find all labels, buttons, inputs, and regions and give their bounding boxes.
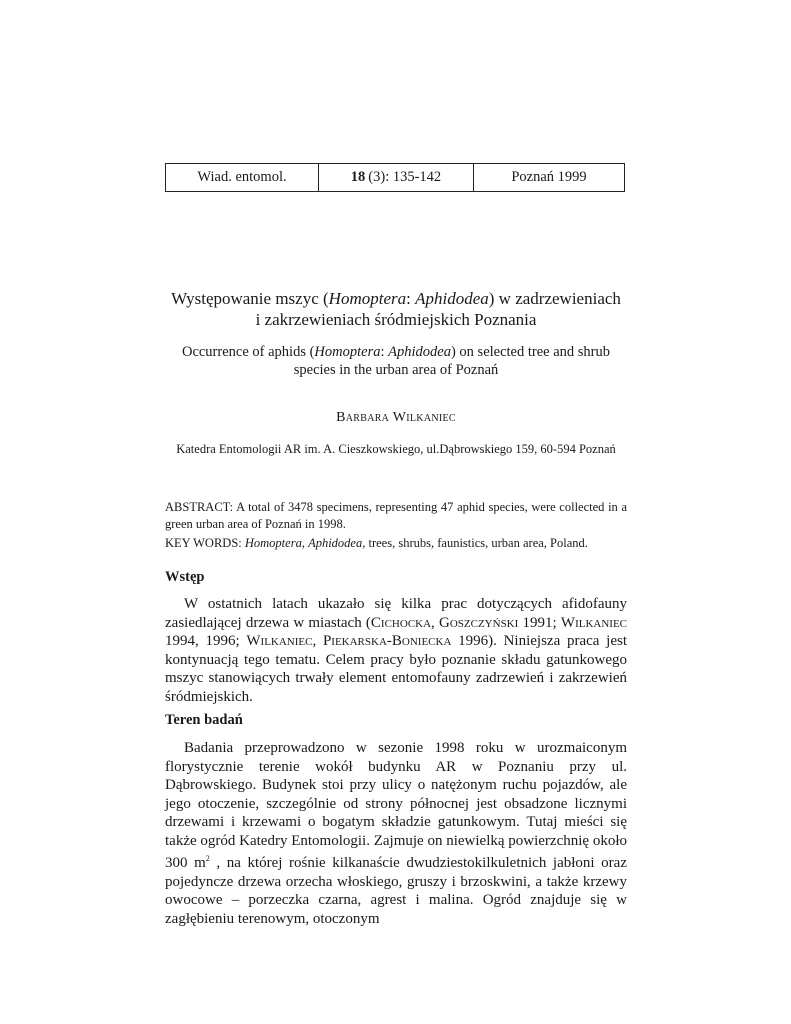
issue-pages: (3): 135-142: [368, 169, 442, 185]
para-text: W ostatnich latach ukazało się kilka prac dotyczących afidofauny zasiedlającej drzewa w miastach (: [165, 596, 627, 631]
title-pl-part: Występowanie mszyc (: [171, 289, 329, 308]
section-heading-intro: Wstęp: [165, 569, 205, 585]
keyword-italic: Homoptera: [244, 536, 302, 550]
author-name: Barbara Wilkaniec: [336, 410, 456, 425]
title-en-part: ) on selected tree and shrub: [450, 344, 611, 360]
place-year-text: Poznań 1999: [511, 169, 587, 185]
keyword-italic: Aphidodea: [308, 536, 363, 550]
title-en-part: :: [380, 344, 389, 360]
volume-number: 18: [350, 169, 366, 185]
place-year: [474, 164, 624, 191]
title-en-line2: species in the urban area of Poznań: [293, 362, 499, 378]
volume-issue: [319, 164, 474, 191]
author-citation: Wilkaniec, Piekarska-Boniecka: [246, 633, 452, 649]
para-text: 1996). Niniejsza praca jest kontynuacją tego tematu. Celem pracy było poznanie składu gatunkowego mszyc stanowiących trwały element entomofauny zadrzewień i zakrzewień śródmiejskich.: [165, 633, 627, 705]
title-en-italic: Homoptera: [314, 344, 381, 360]
title-en-part: Occurrence of aphids (: [181, 344, 315, 360]
keywords-rest: , trees, shrubs, faunistics, urban area, Poland.: [362, 536, 588, 550]
keyword-sep: ,: [301, 536, 309, 550]
para-text: , na której rośnie kilkanaście dwudziestokilkuletnich jabłoni oraz pojedyncze drzewa orzecha włoskiego, gruszy i brzoskwini, a także krzewy owocowe – porzeczka czarna, agrest i malina. Ogród znajduje się w zagłębieniu terenowym, otoczonym: [165, 855, 627, 927]
journal-header-box: [165, 163, 625, 192]
author-citation: Cichocka, Goszczyński: [370, 614, 519, 631]
study-area-paragraph: [165, 739, 627, 928]
para-text: 1991;: [518, 614, 561, 631]
para-text: 1994, 1996;: [165, 633, 247, 649]
title-pl-part: ) w zadrzewieniach: [488, 289, 621, 308]
journal-name: [166, 164, 319, 191]
journal-name-text: Wiad. entomol.: [197, 169, 287, 185]
keywords-label: KEY WORDS:: [165, 536, 245, 550]
title-en-italic: Aphidodea: [388, 344, 451, 360]
title-pl-line2: i zakrzewieniach śródmiejskich Poznania: [255, 310, 537, 329]
para-text: Badania przeprowadzono w sezonie 1998 roku w urozmaiconym florystycznie terenie wokół budynku AR w Poznaniu przy ul. Dąbrowskiego. Budynek stoi przy ulicy o natężonym ruchu pojazdów, ale jego otoczenie, szczególnie od strony północnej jest obsadzone licznymi drzewami i krzewami o bogatym składzie gatunkowym. Tutaj mieści się także ogród Katedry Entomologii. Zajmuje on niewielką powierzchnię około 300 m: [165, 740, 627, 871]
section-heading-study-area: Teren badań: [165, 712, 243, 728]
abstract: ABSTRACT: A total of 3478 specimens, representing 47 aphid species, were collected in a green urban area of Poznań in 1998.: [165, 500, 627, 531]
intro-paragraph: [165, 595, 627, 706]
superscript: 2: [205, 854, 210, 863]
title-english: [165, 343, 627, 379]
affiliation: Katedra Entomologii AR im. A. Cieszkowskiego, ul.Dąbrowskiego 159, 60-594 Poznań: [176, 442, 616, 456]
title-pl-part: :: [406, 289, 416, 308]
title-polish: [165, 288, 627, 330]
title-pl-italic: Homoptera: [328, 289, 407, 308]
keywords: [165, 535, 627, 552]
author-citation: Wilkaniec: [560, 614, 627, 631]
title-pl-italic: Aphidodea: [415, 289, 489, 308]
